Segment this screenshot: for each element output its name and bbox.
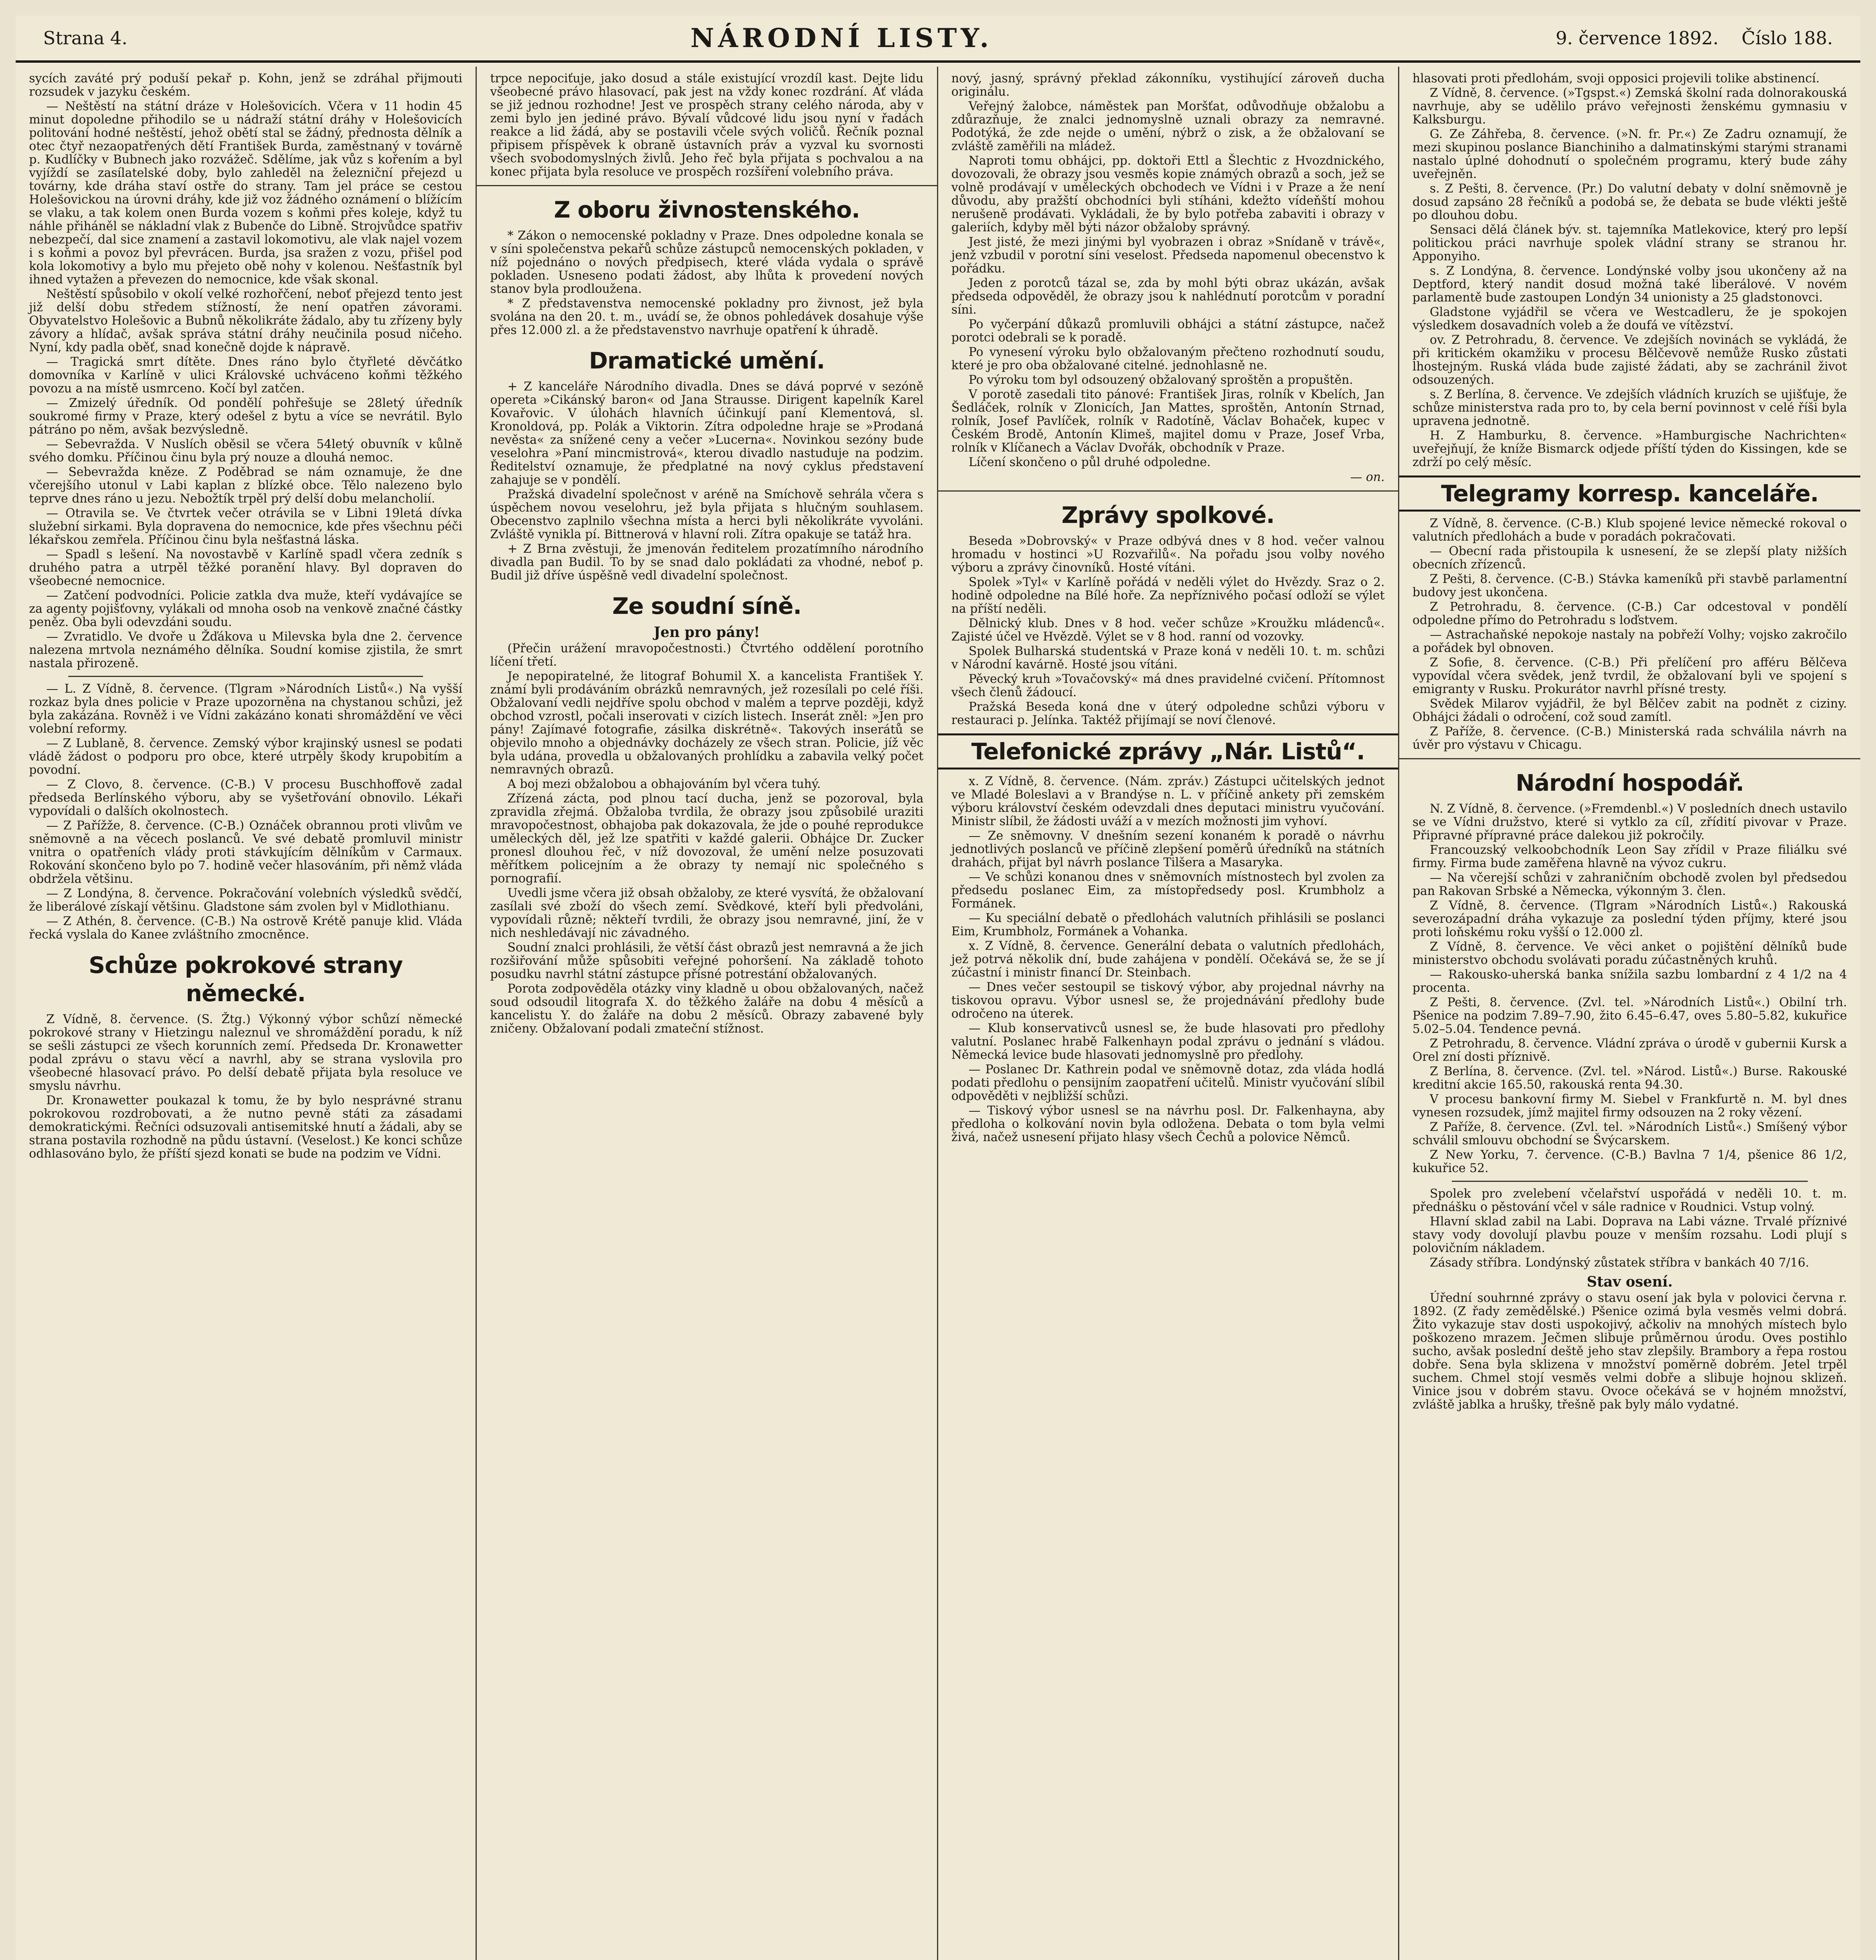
telegram-paragraph: Sensaci dělá článek býv. st. tajemníka Matlekovice, který pro lepší politickou práci navrhuje spolek vládní strany se stranou hr. Apponyiho. [1412,223,1847,263]
article-title: Stav osení. [1587,1274,1673,1290]
club-notice: Dělnický klub. Dnes v 8 hod. večer schůze »Kroužku mládenců«. Zajisté účel ve Hvězdě. Výlet se v 8 hod. ranní od vozovky. [951,617,1385,644]
section-heading: Z oboru živnostenského. [554,196,860,223]
telegram-paragraph: — Ku speciální debatě o předlohách valutních přihlásili se poslanci Eim, Krumbholz, Formánek a Vohanka. [951,911,1385,938]
article-paragraph: Uvedli jsme včera již obsah obžaloby, ze které vysvítá, že obžalovaní zasílali své zboží do všech zemí. Svědkové, kteří byli předvoláni, vypovídali různě; někteří tvrdili, že obrazy jsou nemravné, jiní, že v nich neshledávají nic závadného. [490,886,924,940]
divider [1452,1181,1808,1182]
economy-paragraph: Francouzský velkoobchodník Leon Say zřídil v Praze filiálku své firmy. Firma bude zaměřena hlavně na vývoz cukru. [1412,843,1847,870]
telegram-paragraph: — Obecní rada přistoupila k usnesení, že se zlepší platy nižších obecních zřízenců. [1412,544,1847,572]
telegram-paragraph: — Z Pařížže, 8. července. (C-B.) Oznáček obrannou proti vlivům ve sněmovně a na věcech poslanců. Ve své debatě promluvil ministr vnitra o opatřeních vlády proti stávkujícím dělníkům v Carmaux. Rokování skončeno bylo po 7. hodině večer hlasováním, při němž vláda obdržela většinu. [29,819,463,886]
article-paragraph: — Spadl s lešení. Na novostavbě v Karlíně spadl včera zedník s druhého patra a utrpěl těžké poranění hlavy. Byl dopraven do všeobecné nemocnice. [29,548,463,588]
divider [1399,758,1860,759]
article-paragraph: Soudní znalci prohlásili, že větší část obrazů jest nemravná a že jich rozšiřování může spůsobiti veřejné pohoršení. Na základě tohoto posudku navrhl státní zástupce přísné potrestání obžalovaných. [490,941,924,981]
article-paragraph: Neštěstí spůsobilo v okolí velké rozhořčení, neboť přejezd tento jest již delší dobu středem stížností, že není opatřen závorami. Obyvatelstvo Holešovic a Bubnů několikráte žádalo, aby tu zřízeny byly závory a hlídač, avšak správa státní dráhy neučinila posud ničeho. Nyní, kdy padla oběť, snad konečně dojde k nápravě. [29,287,463,354]
telegram-paragraph: Z Paříže, 8. července. (C-B.) Ministerská rada schválila návrh na úvěr pro výstavu v Chicagu. [1412,725,1847,752]
section-heading: Dramatické umění. [589,347,825,374]
article-paragraph: Porota zodpověděla otázky viny kladně u obou obžalovaných, načež soud odsoudil litografa X. do těžkého žaláře na dobu 4 měsíců a kancelistu Y. do žaláře na dobu 2 měsíců. Obrazy zabavené byly zničeny. Obžalovaní podali zmateční stížnost. [490,982,924,1036]
section-heading: Schůze pokrokové strany německé. [89,952,403,1007]
article-paragraph: nový, jasný, správný překlad zákonníku, vystihující zároveň ducha originálu. [951,72,1385,99]
article-paragraph: — Sebevražda kněze. Z Poděbrad se nám oznamuje, že dne včerejšího utonul v Labi kaplan z blízké obce. Tělo nalezeno bylo teprve dnes ráno u jezu. Nebožtík trpěl prý delší dobu melancholií. [29,465,463,506]
article-paragraph: * Z představenstva nemocenské pokladny pro živnost, jež byla svolána na den 20. t. m., uvádí se, že obnos pohledávek dosahuje výše přes 12.000 zl. a že představenstvo navrhuje opatření k úhradě. [490,297,924,337]
telegram-paragraph: H. Z Hamburku, 8. července. »Hamburgische Nachrichten« uveřejňují, že kníže Bismarck odjede příští týden do Kissingen, kde se zdrží po celý měsíc. [1412,429,1847,469]
telegram-paragraph: — Z Athén, 8. července. (C-B.) Na ostrově Krétě panuje klid. Vláda řecká vyslala do Kanee zvláštního zmocněnce. [29,915,463,942]
article-paragraph: Po vyčerpání důkazů promluvili obhájci a státní zástupce, načež porotci odebrali se k poradě. [951,318,1385,345]
economy-paragraph: Z Pešti, 8. července. (Zvl. tel. »Národních Listů«.) Obilní trh. Pšenice na podzim 7.89–7.90, žito 6.45–6.47, oves 5.80–5.82, kukuřice 5.02–5.04. Tendence pevná. [1412,996,1847,1036]
telegram-paragraph: Svědek Milarov vyjádřil, že byl Bělčev zabit na podnět z ciziny. Obhájci žádali o odročení, což soud zamítl. [1412,697,1847,724]
author-signature: — on. [1350,470,1385,484]
article-paragraph: Je nepopiratelné, že litograf Bohumil X. a kancelista František Y. známí byli prodáváním obrázků nemravných, jež rozesílali po celé říši. Obžalovaní vedli nejdříve spolu obchod v malém a teprve později, když obchod vzrostl, počali inserovati v cizích listech. Inserát zněl: »Jen pro pány! Zajímavé fotografie, zásilka diskrétně«. Takových inserátů se objevilo mnoho a objednávky docházely ze všech stran. Policie, jíž věc byla udána, provedla u obžalovaných prohlídku a zabavila velký počet nemravných obrazů. [490,670,924,777]
telegram-paragraph: Z Sofie, 8. července. (C-B.) Při přelíčení pro afféru Bělčeva vypovídal včera svědek, jenž tvrdil, že obžalovaní byli ve spojení s emigranty v Rusku. Prokurátor navrhl přísné tresty. [1412,656,1847,696]
article-paragraph: Naproti tomu obhájci, pp. doktoři Ettl a Šlechtic z Hvozdnického, dovozovali, že obrazy jsou vesměs kopie známých obrazů a soch, jež se volně prodávají v uměleckých obchodech ve Vídni i v Praze a že není důvodu, aby pražští obchodníci byli stíháni, kdežto vídeňští mohou nerušeně prodávati. Vykládali, že by bylo potřeba zabaviti i obrazy v galeriích, kdyby měl býti názor obžaloby správný. [951,154,1385,234]
economy-paragraph: Z Berlína, 8. července. (Zvl. tel. »Národ. Listů«.) Burse. Rakouské kreditní akcie 165.50, rakouská renta 94.30. [1412,1065,1847,1092]
article-paragraph: — Neštěstí na státní dráze v Holešovicích. Včera v 11 hodin 45 minut dopoledne přihodilo se u nádraží státní dráhy v Holešovicích politování hodné neštěstí, jehož obětí stal se žádný, přednosta dělník a otec čtyř nezaopatřených dětí František Burda, zaměstnaný v továrně p. Kudlíčky v Bubnech jako rozvážeč. Sdělíme, jak vůz s kořením a byl vyjíždí se zasílatelské doby, bylo zahleděl na železniční přejezd u továrny, kde dráha staví ostře do strany. Tam jel práce se cestou Holešovickou na úrovni dráhy, kde již voz žádného oznámení o blížícím se vlaku, a tak kolem onen Burda vozem s koňmi přes koleje, když tu náhle přiháněl se nákladní vlak z Bubenče do Libně. Strojvůdce spatřiv nebezpečí, dal sice znamení a zastavil lokomotivu, ale vlak najel vozem i s koňmi a povoz byl převrácen. Burda, jsa sražen z vozu, přišel pod kola lokomotivy a bylo mu přejeto obě nohy v kolenou. Nešťastník byl ihned vytažen a převezen do nemocnice, kde však skonal. [29,100,463,287]
article-paragraph: — Zvratidlo. Ve dvoře u Žďákova u Milevska byla dne 2. července nalezena mrtvola neznámého dělníka. Soudní komise zjistila, že smrt nastala přirozeně. [29,630,463,670]
economy-paragraph: Z Paříže, 8. července. (Zvl. tel. »Národních Listů«.) Smíšený výbor schválil smlouvu obchodní se Švýcarskem. [1412,1120,1847,1147]
economy-paragraph: Z Vídně, 8. července. Ve věci anket o pojištění dělníků bude ministerstvo obchodu svolávati poradu zúčastněných kruhů. [1412,940,1847,967]
telegram-paragraph: Z Vídně, 8. července. (C-B.) Klub spojené levice německé rokoval o valutních předlohách a bude v poradách pokračovati. [1412,517,1847,544]
economy-paragraph: Spolek pro zvelebení včelařství uspořádá v neděli 10. t. m. přednášku o pěstování včel v sále radnice v Roudnici. Vstup volný. [1412,1187,1847,1214]
club-notice: Pražská Beseda koná dne v úterý odpoledne schůzi výboru v restauraci p. Jelínka. Taktéž přijímají se noví členové. [951,700,1385,727]
article-paragraph: Zřízená zácta, pod plnou tací ducha, jenž se pozoroval, byla zpravidla zřejmá. Obžaloba tvrdila, že obrazy jsou způsobilé uraziti mravopočestnost, obhajoba pak dokazovala, že jde o pouhé reprodukce uměleckých děl, jež lze spatřiti v každé galerii. Obhájce Dr. Zucker pronesl dlouhou řeč, v níž dovozoval, že umění nelze posuzovati měřítkem policejním a že obrazy ty nemají nic společného s pornografií. [490,792,924,886]
issue-number: Číslo 188. [1742,27,1833,49]
club-notice: Spolek »Tyl« v Karlíně pořádá v neděli výlet do Hvězdy. Sraz o 2. hodině odpoledne na Bílé hoře. Za nepříznivého počasí odloží se výlet na příští neděli. [951,575,1385,616]
economy-paragraph: Zásady stříbra. Londýnský zůstatek stříbra v bankách 40 7/16. [1429,1256,1809,1270]
telegram-paragraph: s. Z Londýna, 8. července. Londýnské volby jsou ukončeny až na Deptford, který nandit dosud možná také liberálové. V novém parlamentě bude zastoupen Londýn 34 unionisty a 25 gladstonovci. [1412,264,1847,305]
telegram-paragraph: — L. Z Vídně, 8. července. (Tlgram »Národních Listů«.) Na vyšší rozkaz byla dnes policie v Praze upozorněna na chystanou schůzi, jež byla zakázána. Rovněž i ve Vídni zakázáno konati shromáždění ve věci volební reformy. [29,682,463,736]
column-2 [477,67,938,1960]
telegram-paragraph: — Z Lublaně, 8. července. Zemský výbor krajinský usnesl se podati vládě žádost o podporu pro obce, které utrpěly škody krupobitím a povodní. [29,737,463,777]
masthead [16,16,1860,63]
newspaper-page [16,16,1860,1960]
telegram-paragraph: — Ve schůzi konanou dnes v sněmovních místnostech byl zvolen za předsedu poslanec Eim, za místopředsedy posl. Krumbholz a Formánek. [951,870,1385,911]
economy-paragraph: Z New Yorku, 7. července. (C-B.) Bavlna 7 1/4, pšenice 86 1/2, kukuřice 52. [1412,1148,1847,1175]
telegram-paragraph: — Z Clovo, 8. července. (C-B.) V procesu Buschhoffově zadal předseda Berlínského výboru, aby se vyšetřování obnovilo. Lékaři vypovídali o dalších okolnostech. [29,778,463,818]
club-notice: Spolek Bulharská studentská v Praze koná v neděli 10. t. m. schůzi v Národní kavárně. Hosté jsou vítáni. [951,644,1385,671]
article-paragraph: Po výroku tom byl odsouzený obžalovaný sproštěn a propuštěn. [968,373,1353,387]
page-number: Strana 4. [43,27,127,49]
section-heading: Zprávy spolkové. [1061,502,1275,528]
section-heading: Národní hospodář. [1515,769,1744,796]
article-paragraph: A boj mezi obžalobou a obhajováním byl včera tuhý. [507,777,821,791]
article-paragraph: Z Vídně, 8. července. (S. Žtg.) Výkonný výbor schůzí německé pokrokové strany v Hietzingu naleznul ve shromáždění poradu, k níž se sešli zástupci ze všech korunních zemí. Předseda Dr. Kronawetter podal zprávu o stavu věcí a navrhl, aby se strana vyslovila pro všeobecné hlasovací právo. Po delší debatě přijata byla resoluce ve smyslu návrhu. [29,1013,463,1093]
economy-paragraph: — Rakousko-uherská banka snížila sazbu lombardní z 4 1/2 na 4 procenta. [1412,968,1847,995]
economy-paragraph: — Na včerejší schůzi v zahraničním obchodě zvolen byl předsedou pan Rakovan Srbské a Německa, výkonným 3. člen. [1412,871,1847,898]
telegram-paragraph: Z Petrohradu, 8. července. (C-B.) Car odcestoval v pondělí odpoledne přímo do Petrohradu s loďstvem. [1412,600,1847,627]
article-paragraph: + Z kanceláře Národního divadla. Dnes se dává poprvé v sezóně opereta »Cikánský baron« od Jana Strausse. Dirigent kapelník Karel Kovařovic. V úlohách hlavních účinkují paní Klementová, sl. Kronoldová, pp. Polák a Viktorin. Zítra odpoledne hraje se »Prodaná nevěsta« za snížené ceny a večer »Lucerna«. Novinkou sezóny bude veselohra »Paní mincmistrová«, kterou divadlo nastuduje na podzim. Ředitelství oznamuje, že předplatné na nový cyklus představení zahajuje se v pondělí. [490,380,924,487]
article-paragraph: Po vynesení výroku bylo obžalovaným přečteno rozhodnutí soudu, které je pro oba obžalované citelné. jednohlasně ne. [951,345,1385,372]
article-paragraph: (Přečin urážení mravopočestnosti.) Čtvrtého oddělení porotního líčení třetí. [490,642,924,669]
column-1 [16,67,477,1960]
economy-paragraph: N. Z Vídně, 8. července. (»Fremdenbl.«) V posledních dnech ustavilo se ve Vídni družstvo, které si vytklo za cíl, zřídití pivovar v Praze. Připravné přípravné práce dalekou již pokročily. [1412,802,1847,842]
newspaper-title: NÁRODNÍ LISTY. [690,23,993,53]
telegram-paragraph: x. Z Vídně, 8. července. Generální debata o valutních předlohách, jež potrvá několik dní, bude zahájena v pondělí. Očekává se, že se jí zúčastní i ministr financí Dr. Steinbach. [951,939,1385,980]
article-paragraph: Líčení skončeno o půl druhé odpoledne. [968,456,1211,469]
article-paragraph: + Z Brna zvěstuji, že jmenován ředitelem prozatímního národního divadla pan Budil. To by se snad dalo pokládati za vhodné, neboť p. Budil již dříve úspěšně vedl divadelní společnost. [490,542,924,583]
article-paragraph: sycích zaváté prý poduší pekař p. Kohn, jenž se zdráhal přijmouti rozsudek v jazyku českém. [29,72,463,99]
economy-paragraph: Z Petrohradu, 8. července. Vládní zpráva o úrodě v gubernii Kursk a Orel zní dosti příznivě. [1412,1037,1847,1064]
issue-date: 9. července 1892. [1555,27,1719,49]
issue-info [1556,27,1833,49]
club-notice: Beseda »Dobrovský« v Praze odbývá dnes v 8 hod. večer valnou hromadu v hostinci »U Rozvařilů«. Na pořadu jsou volby nového výboru a zprávy činovníků. Hosté vítáni. [951,534,1385,575]
article-paragraph: — Sebevražda. V Nuslích oběsil se včera 54letý obuvník v kůlně svého domku. Příčinou činu byla prý nouze a dlouhá nemoc. [29,437,463,465]
telegram-paragraph: s. Z Berlína, 8. července. Ve zdejších vládních kruzích se ujišťuje, že schůze ministerstva rada pro to, by cela berní povinnost v celé říši byla upravena jednotně. [1412,388,1847,428]
telegram-paragraph: ov. Z Petrohradu, 8. července. Ve zdejších novinách se vykládá, že při kritickém okamžiku v procesu Bělčevově nemůže Rusko zůstati lhostejným. Ruská vláda bude zajisté žádati, aby se zachránil život odsouzených. [1412,333,1847,387]
column-4 [1399,67,1860,1960]
article-paragraph: Veřejný žalobce, náměstek pan Moršťat, odůvodňuje obžalobu a zdůrazňuje, že znalci jednomyslně uznali obrazy za nemravné. Podotýká, že zde nejde o umění, nýbrž o zisk, a že obžalovaní se zvláště zaměřili na mládež. [951,100,1385,153]
columns [16,67,1860,1960]
divider [938,490,1398,492]
section-banner: Telegramy korresp. kanceláře. [1399,475,1860,512]
telegram-paragraph: — Z Londýna, 8. července. Pokračování volebních výsledků svědčí, že liberálové získají většinu. Gladstone sám zvolen byl v Midlothianu. [29,887,463,914]
article-paragraph: — Zmizelý úředník. Od pondělí pohřešuje se 28letý úředník soukromé firmy v Praze, který odešel z bytu a více se nevrátil. Bylo pátráno po něm, avšak bezvýsledně. [29,396,463,437]
telegram-paragraph: — Poslanec Dr. Kathrein podal ve sněmovně dotaz, zda vláda hodlá podati předlohu o pensijním zaopatření učitelů. Ministr vyučování slíbil odpověděti v nejbližší schůzi. [951,1063,1385,1103]
telegram-paragraph: hlasovati proti předlohám, svoji opposici projevili tolike abstinencí. [1412,72,1820,85]
article-title: Jen pro pány! [654,624,760,641]
article-paragraph: Jest jisté, že mezi jinými byl vyobrazen i obraz »Snídaně v trávě«, jenž vzbudil v porotní síni veselost. Předseda napomenul obecenstvo k pořádku. [951,235,1385,276]
article-paragraph: — Tragická smrt dítěte. Dnes ráno bylo čtyřleté děvčátko domovníka v Karlíně v ulici Královské uchváceno koňmi těžkého povozu a na místě usmrceno. Kočí byl zatčen. [29,355,463,396]
telegram-paragraph: — Astrachaňské nepokoje nastaly na pobřeží Volhy; vojsko zakročilo a pořádek byl obnoven. [1412,628,1847,655]
column-3 [938,67,1399,1960]
economy-paragraph: Z Vídně, 8. července. (Tlgram »Národních Listů«.) Rakouská severozápadní dráha vykazuje za poslední týden příjmy, které jsou proti loňskému roku vyšší o 12.000 zl. [1412,899,1847,939]
club-notice: Pěvecký kruh »Tovačovský« má dnes pravidelné cvičení. Přítomnost všech členů žádoucí. [951,672,1385,699]
divider [477,185,937,186]
section-heading: Ze soudní síně. [612,593,801,619]
article-paragraph: Jeden z porotců tázal se, zda by mohl býti obraz ukázán, avšak předseda odpověděl, že obrazy jsou k nahlédnutí porotcům v poradní síni. [951,276,1385,317]
section-banner: Telefonické zprávy „Nár. Listů“. [938,733,1398,769]
article-paragraph: — Otravila se. Ve čtvrtek večer otrávila se v Libni 19letá dívka služební sirkami. Byla dopravena do nemocnice, kde přes všechnu péči lékařskou zemřela. Příčinou činu byla nešťastná láska. [29,506,463,547]
article-paragraph: Pražská divadelní společnost v aréně na Smíchově sehrála včera s úspěchem novou veselohru, jež byla přijata s hlučným souhlasem. Obecenstvo zaplnilo všechna místa a herci byli několikráte vyvoláni. Zvláště vynikla pí. Bittnerová v hlavní roli. Zítra opakuje se tatáž hra. [490,488,924,541]
telegram-paragraph: — Dnes večer sestoupil se tiskový výbor, aby projednal návrhy na tiskovou opravu. Výbor usnesl se, že projednávání předlohy bude odročeno na úterek. [951,980,1385,1021]
telegram-paragraph: G. Ze Záhřeba, 8. července. (»N. fr. Pr.«) Ze Zadru oznamují, že mezi skupinou poslance Bianchiniho a dalmatinskými starými stranami nastalo úplné dohodnutí o společném programu, který bude záhy uveřejněn. [1412,127,1847,181]
economy-paragraph: Úřední souhrnné zprávy o stavu osení jak byla v polovici června r. 1892. (Z řady zemědělské.) Pšenice ozimá byla vesměs velmi dobrá. Žito vykazuje stav dosti uspokojivý, ačkoliv na mnohých místech bylo poškozeno mrazem. Ječmen slibuje průměrnou úrodu. Oves postihlo sucho, avšak poslední deště jeho stav zlepšily. Brambory a řepa rostou dobře. Sena byla sklizena v množství poměrně dobrém. Jetel trpěl suchem. Chmel stojí vesměs velmi dobře a slibuje hojnou sklizeň. Vinice jsou v dobrém stavu. Ovoce očekává se v hojném množství, zvláště jablka a hrušky, třešně pak byly málo vydatné. [1412,1291,1847,1412]
telegram-paragraph: — Ze sněmovny. V dnešním sezení konaném k poradě o návrhu jednotlivých poslanců ve příčině zlepšení poměrů úředníků na státních drahách, přijat byl návrh poslance Tilšera a Masaryka. [951,829,1385,869]
telegram-paragraph: Gladstone vyjádřil se včera ve Westcadleru, že je spokojen výsledkem dosavadních voleb a že doufá ve vítězství. [1412,305,1847,332]
telegram-paragraph: — Tiskový výbor usnesl se na návrhu posl. Dr. Falkenhayna, aby předloha o kolkování novin byla odložena. Debata o tom byla velmi živá, načež usnesení přijato hlasy všech Čechů a polovice Němců. [951,1104,1385,1144]
divider [68,676,423,677]
article-paragraph: * Zákon o nemocenské pokladny v Praze. Dnes odpoledne konala se v síni společenstva pekařů schůze zástupců nemocenských pokladen, v níž pojednáno o nových předpisech, které vláda vydala o správě pokladen. Usneseno podati žádost, aby lhůta k provedení nových stanov byla prodloužena. [490,229,924,296]
economy-paragraph: Hlavní sklad zabil na Labi. Doprava na Labi vázne. Trvalé příznivé stavy vody dovolují plavbu pouze v menším rozsahu. Lodi plují s polovičním nákladem. [1412,1215,1847,1255]
telegram-paragraph: Z Vídně, 8. července. (»Tgspst.«) Zemská školní rada dolnorakouská navrhuje, aby se udělilo právo veřejnosti ženskému gymnasiu v Kalksburgu. [1412,86,1847,127]
article-paragraph: — Zatčení podvodníci. Policie zatkla dva muže, kteří vydávajíce se za agenty pojišťovny, vylákali od mnoha osob na venkově značné částky peněz. Oba byli odevzdáni soudu. [29,589,463,629]
telegram-paragraph: s. Z Pešti, 8. července. (Pr.) Do valutní debaty v dolní sněmovně je dosud zapsáno 28 řečníků a podobá se, že debata se bude vlékti ještě po dlouhou dobu. [1412,182,1847,222]
article-paragraph: V porotě zasedali tito pánové: František Jiras, rolník v Kbelích, Jan Šedláček, rolník v Zlonicích, Jan Mattes, sproštěn, Antonín Strnad, rolník, Josef Pavlíček, rolník v Radotíně, Václav Bohaček, kupec v Českém Brodě, Antonín Klimeš, majitel domu v Praze, Josef Vrba, rolník v Klíčanech a Václav Dvořák, obchodník v Praze. [951,388,1385,455]
article-paragraph: Dr. Kronawetter poukazal k tomu, že by bylo nesprávné stranu pokrokovou rozdrobovati, a že nutno pevně státi za zásadami demokratickými. Řečníci odsuzovali antisemitské hnutí a žádali, aby se strana postavila rozhodně na půdu ústavní. (Veselost.) Ke konci schůze odhlasováno bylo, že příští sjezd konati se bude na podzim ve Vídni. [29,1094,463,1161]
telegram-paragraph: x. Z Vídně, 8. července. (Nám. zpráv.) Zástupci učitelských jednot ve Mladé Boleslavi a v Brandýse n. L. v příčině ankety při zemském výboru království českém odevzdali dnes deputaci ministru vyučování. Ministr slíbil, že žádosti uváží a v mezích možnosti jim vyhoví. [951,775,1385,828]
telegram-paragraph: — Klub konservativců usnesl se, že bude hlasovati pro předlohy valutní. Poslanec hrabě Falkenhayn podal zprávu o jednání s vládou. Německá levice bude hlasovati jednomyslně pro předlohy. [951,1022,1385,1062]
telegram-paragraph: Z Pešti, 8. července. (C-B.) Stávka kameníků při stavbě parlamentní budovy jest ukončena. [1412,572,1847,599]
article-paragraph: trpce nepociťuje, jako dosud a stále existující vrozdíl kast. Dejte lidu všeobecné právo hlasovací, pak jest na vždy konec rozdrání. Ať vláda se již jednou rozhodne! Jest ve prospěch strany celého národa, aby v zemi bylo jen jediné právo. Bývalí vůdcové lidu jsou nyní v řadách reakce a lid žádá, aby se postavili včele svých voličů. Řečník poznal připisem příspěvek k obraně ústavních práv a vyzval ku svornosti všech svobodomyslných živlů. Jeho řeč byla přijata s pochvalou a na konec přijata byla resoluce ve prospěch rozšíření volebního práva. [490,72,924,179]
economy-paragraph: V procesu bankovní firmy M. Siebel v Frankfurtě n. M. byl dnes vynesen rozsudek, jímž majitel firmy odsouzen na 2 roky vězení. [1412,1093,1847,1120]
